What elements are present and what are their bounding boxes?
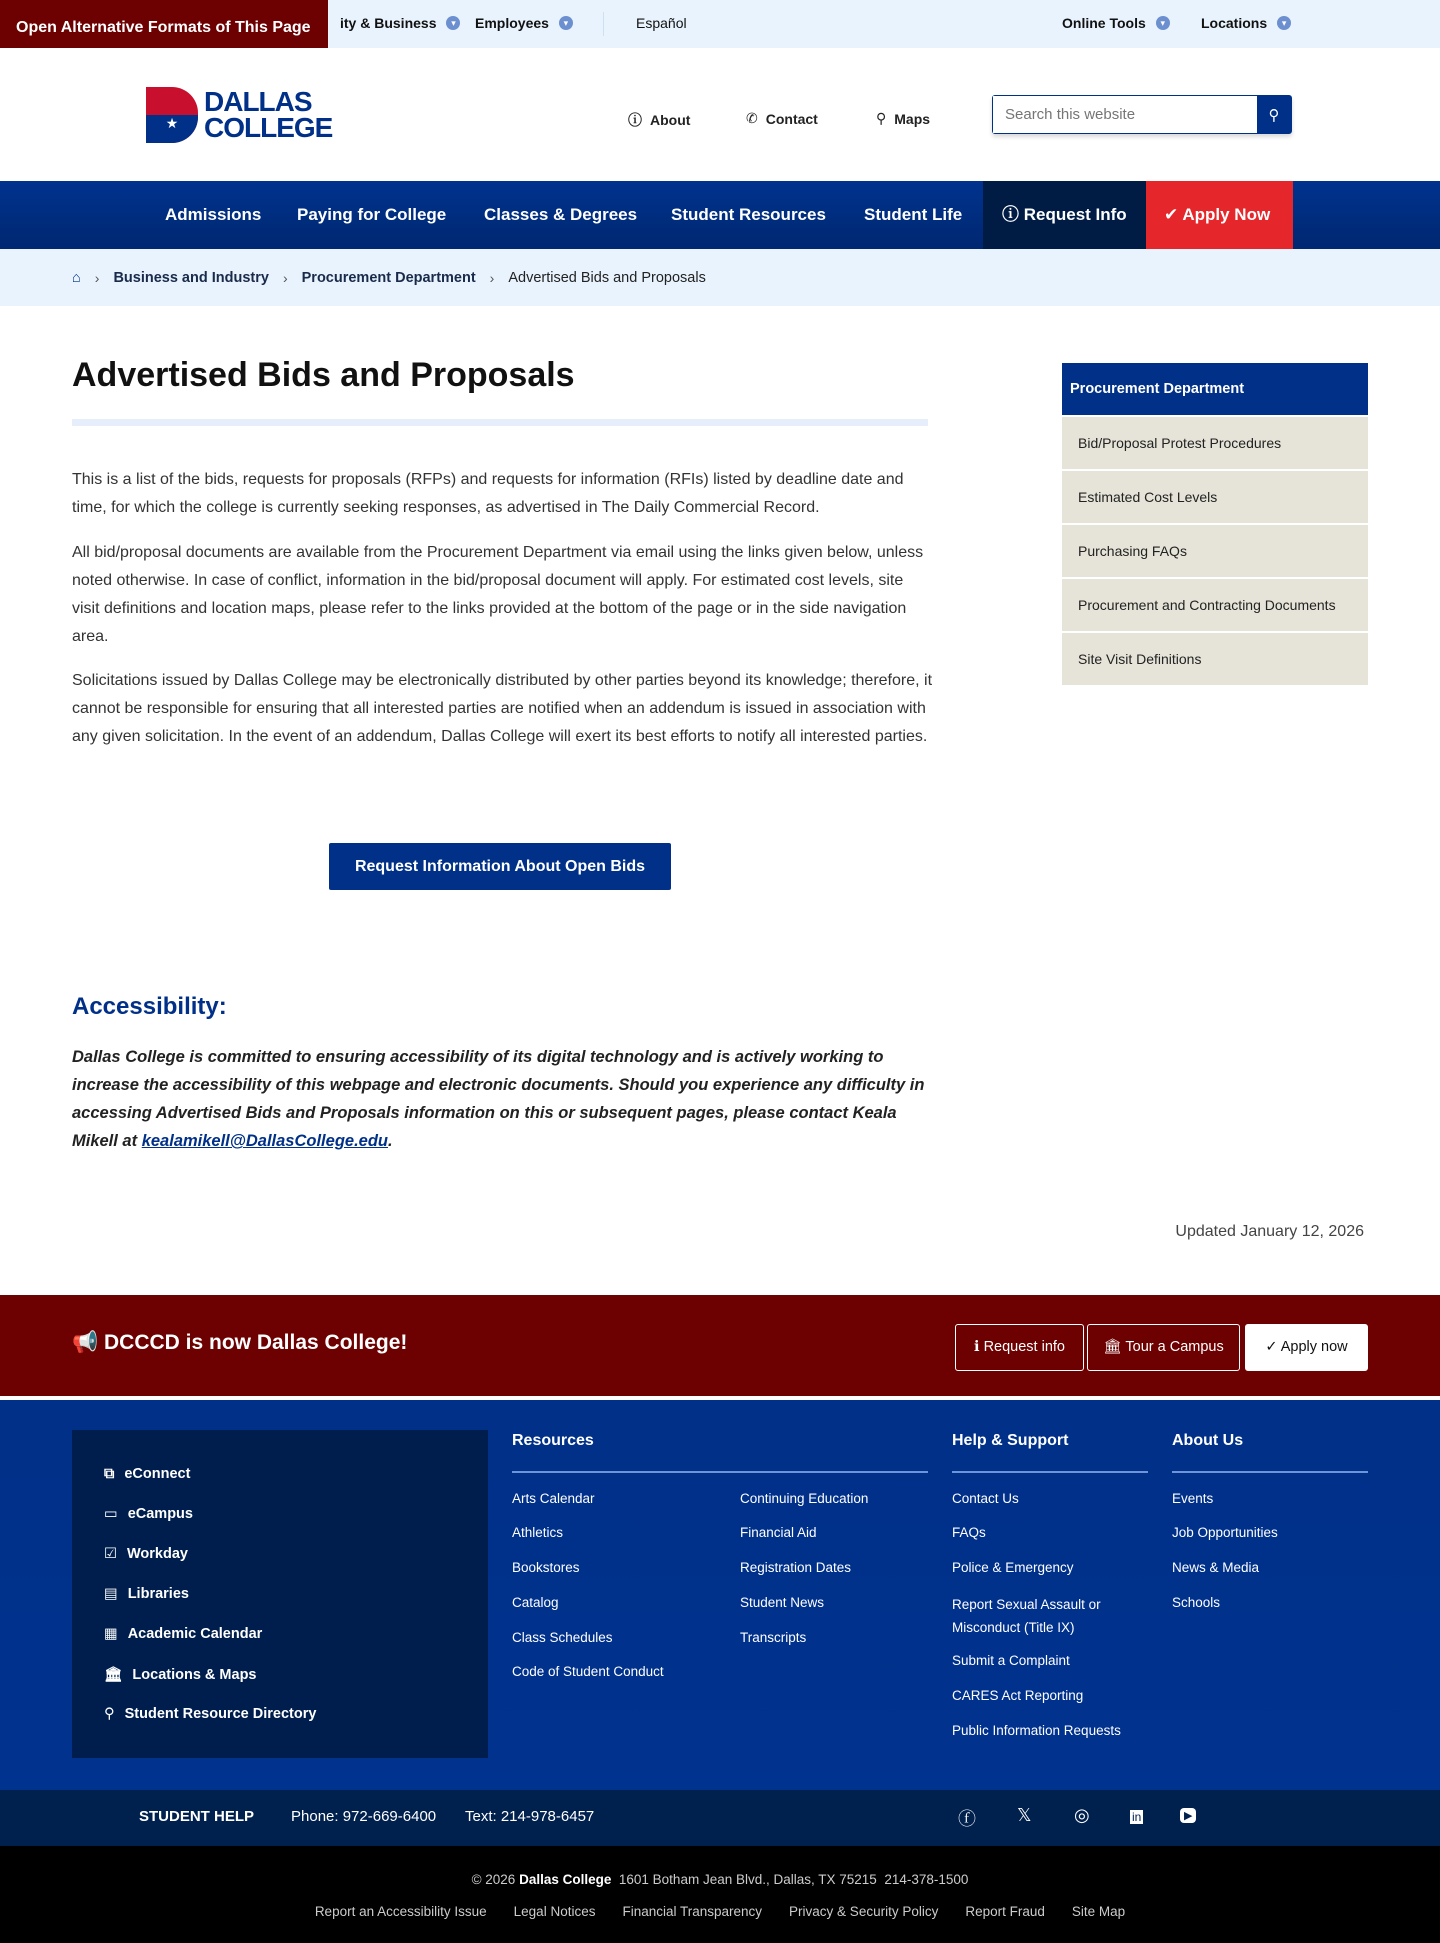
accessibility-text: Dallas College is committed to ensuring accessibility of its digital technology and is actively working to increase the accessibility of this webpage and electronic documents. Should you experience any difficulty in accessing Advertised Bids and Proposals information on this or subsequent pages, please contact Keala Mikell at	[72, 1048, 925, 1150]
home-icon[interactable]: ⌂	[72, 269, 81, 286]
divider	[1172, 1471, 1368, 1473]
topbar-label: ity & Business	[340, 15, 437, 31]
footer-link[interactable]: Submit a Complaint	[952, 1653, 1070, 1668]
footer-link[interactable]: Schools	[1172, 1595, 1221, 1610]
button-label: Tour a Campus	[1125, 1339, 1224, 1355]
accessibility-heading: Accessibility:	[72, 993, 227, 1020]
divider	[512, 1471, 928, 1473]
quick-link-academic-calendar[interactable]	[104, 1626, 262, 1642]
banner-label: DCCCD is now Dallas College!	[103, 1331, 408, 1354]
breadcrumb-current: Advertised Bids and Proposals	[508, 269, 706, 286]
breadcrumb	[0, 249, 1440, 306]
divider	[952, 1471, 1148, 1473]
footer-link[interactable]: CARES Act Reporting	[952, 1688, 1084, 1703]
quick-link-label: eCampus	[127, 1506, 193, 1522]
button-label: Apply now	[1280, 1339, 1348, 1355]
facebook-icon[interactable]: ⓕ	[958, 1809, 976, 1829]
footer-link[interactable]: Catalog	[512, 1595, 559, 1610]
youtube-icon[interactable]: ▶	[1180, 1808, 1196, 1823]
footer-link[interactable]: Bookstores	[512, 1560, 580, 1575]
quick-link-libraries[interactable]	[104, 1586, 189, 1602]
topbar-label: Locations	[1201, 15, 1268, 31]
legal-link[interactable]: Report an Accessibility Issue	[314, 1904, 487, 1919]
nav-apply-now[interactable]	[1146, 181, 1293, 249]
checkbox-icon: ☑	[104, 1546, 117, 1562]
footer-link[interactable]: Registration Dates	[740, 1560, 852, 1575]
quick-link-label: Workday	[127, 1546, 188, 1562]
footer-link[interactable]: Transcripts	[740, 1630, 807, 1645]
footer-link[interactable]: Contact Us	[952, 1491, 1019, 1506]
student-help-bar	[0, 1790, 1440, 1846]
footer-link[interactable]: Code of Student Conduct	[512, 1664, 664, 1679]
logo-line: DALLAS	[204, 86, 312, 117]
quick-link-label: Student Resource Directory	[124, 1706, 317, 1722]
quick-link-label: Libraries	[127, 1586, 189, 1602]
linkedin-icon[interactable]: in	[1132, 1810, 1142, 1824]
help-heading: Help & Support	[952, 1432, 1069, 1449]
chevron-right-icon: ›	[489, 269, 495, 286]
tour-campus-button[interactable]	[1087, 1324, 1240, 1371]
footer-link[interactable]: Police & Emergency	[952, 1560, 1074, 1575]
footer-link[interactable]: Continuing Education	[740, 1491, 869, 1506]
side-nav-item[interactable]: Estimated Cost Levels	[1062, 471, 1368, 523]
copyright-line	[0, 1872, 1440, 1887]
nav-student-life[interactable]: Student Life	[864, 205, 963, 224]
logo-mark: ★	[146, 87, 198, 143]
request-info-open-bids-button[interactable]: Request Information About Open Bids	[329, 843, 671, 890]
button-label: Request info	[983, 1339, 1065, 1355]
help-text[interactable]: Text: 214-978-6457	[465, 1808, 595, 1825]
legal-link[interactable]: Financial Transparency	[622, 1904, 763, 1919]
footer-link[interactable]: Public Information Requests	[952, 1723, 1121, 1738]
legal-links	[0, 1904, 1440, 1919]
search-input[interactable]	[993, 96, 1257, 133]
legal-link[interactable]: Legal Notices	[513, 1904, 596, 1919]
info-icon: ⓘ	[628, 112, 642, 128]
check-icon: ✓	[1265, 1339, 1281, 1355]
resources-heading: Resources	[512, 1432, 594, 1449]
x-twitter-icon[interactable]: 𝕏	[1017, 1805, 1032, 1825]
updated-date: Updated January 12, 2026	[1175, 1223, 1364, 1240]
accessibility-statement	[72, 1043, 932, 1155]
side-nav-header[interactable]: Procurement Department	[1062, 363, 1368, 415]
documents-paragraph: All bid/proposal documents are available from the Procurement Department via email using the links given below, unless noted otherwise. In case of conflict, information in the bid/proposal document will apply. For estimated cost levels, site visit definitions and location maps, please refer to the links provided at the bottom of the page or in the side navigation area.	[72, 544, 924, 645]
maps-link[interactable]	[876, 110, 930, 127]
topbar-espanol[interactable]	[636, 15, 687, 31]
quick-link-ecampus[interactable]	[104, 1506, 193, 1522]
check-circle-icon: ✔	[1164, 205, 1183, 224]
contact-label: Contact	[765, 110, 818, 127]
legal-link[interactable]: Report Fraud	[965, 1904, 1045, 1919]
chevron-down-icon: ▾	[559, 16, 573, 30]
logo-line: COLLEGE	[204, 112, 333, 143]
logo-text	[204, 86, 333, 143]
topbar-locations[interactable]	[1201, 15, 1291, 31]
quick-link-econnect[interactable]	[104, 1466, 190, 1482]
nav-classes-degrees[interactable]: Classes & Degrees	[484, 205, 638, 224]
side-nav-item[interactable]: Purchasing FAQs	[1062, 525, 1368, 577]
topbar-label: Español	[636, 15, 687, 31]
student-help-label: STUDENT HELP	[139, 1808, 255, 1825]
breadcrumb-procurement[interactable]: Procurement Department	[301, 269, 476, 286]
topbar-community-business[interactable]	[340, 15, 460, 31]
building-icon: 🏛	[104, 1667, 123, 1683]
info-icon: ⓘ	[1002, 205, 1024, 224]
chalkboard-icon: ▭	[104, 1506, 118, 1522]
solicitations-paragraph: Solicitations issued by Dallas College may be electronically distributed by other parties beyond its knowledge; therefore, it cannot be responsible for ensuring that all interested parties are notified when an addendum is issued in association with any given solicitation. In the event of an addendum, Dallas College will exert its best efforts to notify all interested parties.	[72, 672, 933, 745]
side-nav-item[interactable]: Procurement and Contracting Documents	[1062, 579, 1368, 631]
nav-student-resources[interactable]: Student Resources	[671, 205, 826, 224]
side-nav-item[interactable]: Bid/Proposal Protest Procedures	[1062, 417, 1368, 469]
search-button[interactable]	[1257, 96, 1291, 133]
search-icon: ⚲	[1268, 106, 1280, 124]
quick-links-panel	[72, 1430, 488, 1758]
instagram-icon[interactable]: ◎	[1074, 1805, 1090, 1825]
footer-link[interactable]: Athletics	[512, 1525, 564, 1540]
main-phone: 214-378-1500	[884, 1872, 969, 1887]
footer-link[interactable]: Report Sexual Assault or Misconduct (Title IX)	[952, 1597, 1101, 1635]
main-nav	[0, 181, 1440, 249]
building-icon: 🏛	[1103, 1339, 1126, 1355]
megaphone-icon: 📢	[72, 1331, 104, 1354]
footer-link[interactable]: Student News	[740, 1595, 825, 1610]
maps-label: Maps	[894, 110, 931, 127]
punctuation: .	[388, 1132, 393, 1150]
quick-link-resource-directory[interactable]	[104, 1706, 316, 1722]
phone-icon: ✆	[746, 110, 758, 126]
site-search	[992, 95, 1292, 134]
info-icon: ℹ	[974, 1339, 984, 1355]
request-info-button[interactable]	[955, 1324, 1084, 1371]
side-nav-item[interactable]: Site Visit Definitions	[1062, 633, 1368, 685]
side-navigation	[1062, 363, 1368, 685]
about-label: About	[650, 112, 691, 128]
title-divider	[72, 419, 928, 426]
network-icon: ⧉	[104, 1466, 115, 1482]
legal-footer	[0, 1846, 1440, 1943]
alt-formats-button[interactable]: Open Alternative Formats of This Page	[0, 0, 328, 56]
banner-text	[72, 1331, 407, 1355]
college-name: Dallas College	[519, 1872, 612, 1887]
chevron-right-icon: ›	[282, 269, 288, 286]
quick-link-label: eConnect	[124, 1466, 191, 1482]
nav-request-info[interactable]	[983, 181, 1146, 249]
quick-link-label: Academic Calendar	[127, 1626, 263, 1642]
topbar-label: Online Tools	[1062, 15, 1146, 31]
footer-link[interactable]: Financial Aid	[740, 1525, 817, 1540]
legal-link[interactable]: Site Map	[1071, 1904, 1126, 1919]
nav-admissions[interactable]: Admissions	[165, 205, 262, 224]
nav-label: Request Info	[1023, 205, 1127, 224]
chevron-down-icon: ▾	[1156, 16, 1170, 30]
help-phone[interactable]: Phone: 972-669-6400	[291, 1808, 437, 1825]
quick-link-workday[interactable]	[104, 1546, 188, 1562]
page-title: Advertised Bids and Proposals	[72, 356, 575, 394]
quick-link-locations-maps[interactable]	[104, 1666, 257, 1683]
apply-now-button[interactable]	[1245, 1324, 1368, 1371]
announcement-banner	[0, 1295, 1440, 1396]
intro-paragraph: This is a list of the bids, requests for proposals (RFPs) and requests for information (RFIs) listed by deadline date and time, for which the college is currently seeking responses, as advertised in The Daily Commercial Record.	[72, 471, 904, 516]
copyright: © 2026	[471, 1872, 516, 1887]
about-heading: About Us	[1172, 1432, 1244, 1449]
topbar-online-tools[interactable]	[1062, 15, 1170, 31]
topbar-label: Employees	[475, 15, 549, 31]
nav-label: Apply Now	[1182, 205, 1271, 224]
footer-link[interactable]: Class Schedules	[512, 1630, 613, 1645]
quick-link-label: Locations & Maps	[132, 1666, 257, 1683]
footer-link[interactable]: News & Media	[1172, 1560, 1260, 1575]
dallas-college-logo[interactable]	[146, 86, 366, 144]
nav-paying-for-college[interactable]: Paying for College	[297, 205, 447, 224]
email-link[interactable]: kealamikell@DallasCollege.edu	[141, 1132, 388, 1150]
chevron-down-icon: ▾	[446, 16, 460, 30]
about-link[interactable]	[628, 110, 690, 130]
footer-link[interactable]: Events	[1172, 1491, 1214, 1506]
map-pin-icon: ⚲	[876, 110, 887, 126]
calendar-icon: ▦	[104, 1626, 118, 1642]
legal-link[interactable]: Privacy & Security Policy	[789, 1904, 939, 1919]
footer-link[interactable]: Arts Calendar	[512, 1491, 595, 1506]
divider	[603, 12, 604, 36]
chevron-right-icon: ›	[94, 269, 100, 286]
footer-link[interactable]: Job Opportunities	[1172, 1525, 1278, 1540]
chevron-down-icon: ▾	[1277, 16, 1291, 30]
search-icon: ⚲	[104, 1706, 115, 1722]
footer-link[interactable]: FAQs	[952, 1525, 986, 1540]
book-icon: ▤	[104, 1586, 118, 1602]
breadcrumb-business-industry[interactable]: Business and Industry	[113, 269, 269, 286]
contact-link[interactable]	[746, 110, 818, 127]
address: 1601 Botham Jean Blvd., Dallas, TX 75215	[618, 1872, 877, 1887]
topbar-employees[interactable]	[475, 15, 573, 31]
